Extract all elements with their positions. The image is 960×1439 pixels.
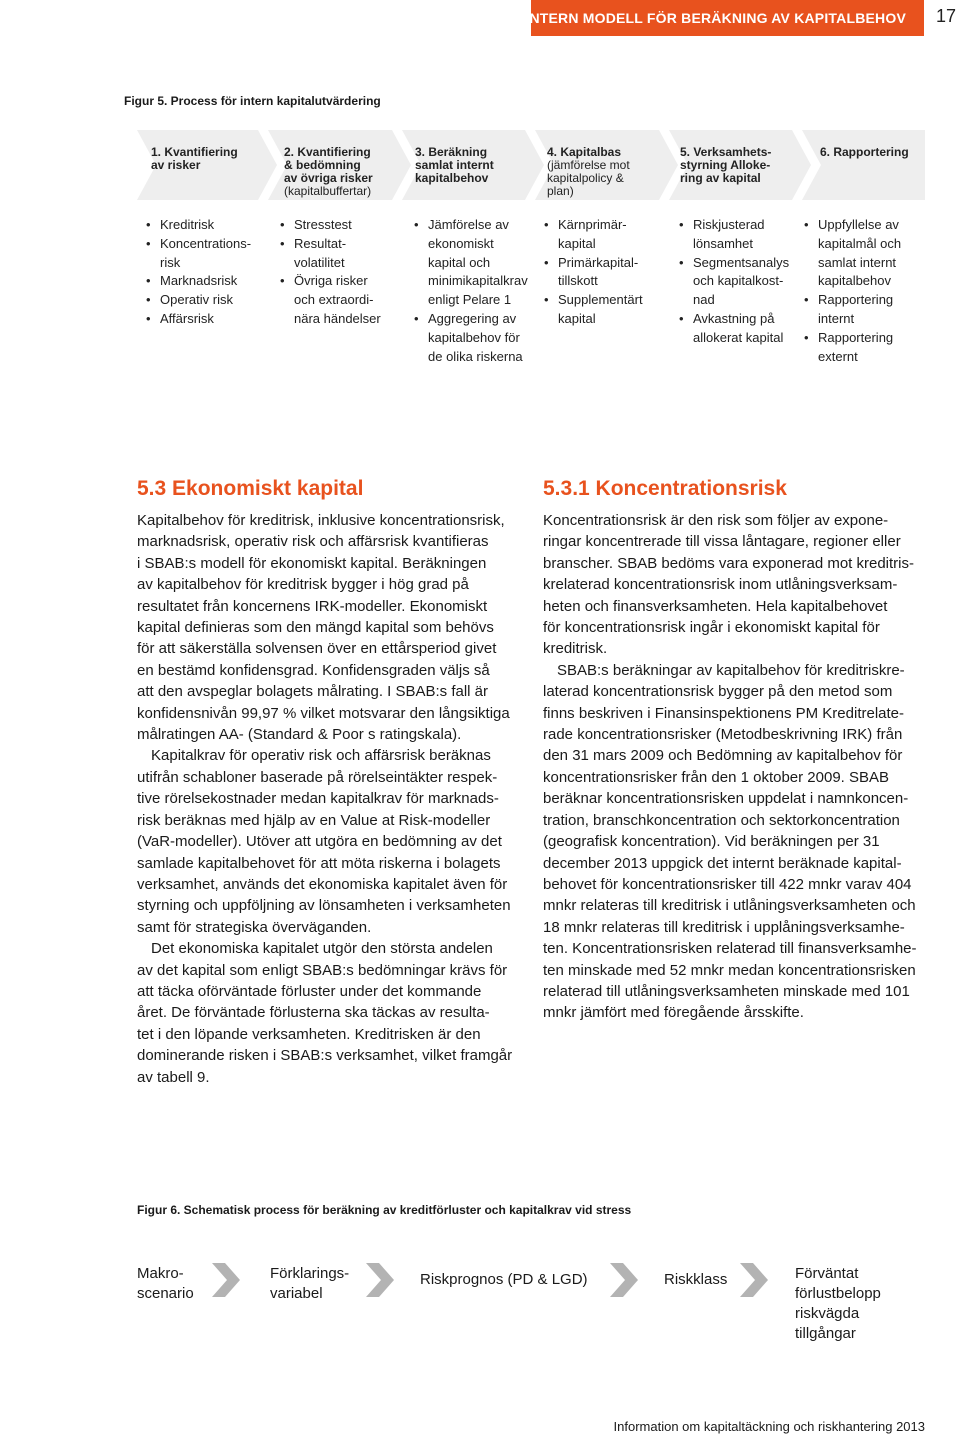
list-item bbox=[679, 216, 789, 254]
body-line: tration, branschkoncentration och sektorkoncentration bbox=[543, 811, 900, 829]
figure6-step-2 bbox=[270, 1264, 349, 1304]
list-item bbox=[280, 272, 381, 328]
figure5-step-1-line-1: 1. Kvantifiering bbox=[151, 145, 238, 159]
figure6-step-4-line-1: Riskklass bbox=[664, 1271, 728, 1288]
list-item-text: nära händelser bbox=[294, 310, 381, 326]
body-line: risk beräknas med hjälp av en Value at Risk-modeller bbox=[137, 811, 491, 829]
figure6-step-5 bbox=[795, 1264, 881, 1344]
list-item-text: • Affärsrisk bbox=[160, 310, 214, 326]
section-heading-5-3: 5.3 Ekonomiskt kapital bbox=[137, 477, 364, 500]
body-line: året. De förväntade förlusterna ska täckas av resulta- bbox=[137, 1004, 490, 1022]
list-item-text: • Rapportering bbox=[818, 329, 894, 345]
list-item-text: • Marknadsrisk bbox=[160, 273, 238, 289]
body-line: (VaR-modeller). Utöver att utgöra en bedömning av det bbox=[137, 833, 502, 851]
figure6-arrow-2-icon bbox=[366, 1263, 394, 1297]
figure6-step-4 bbox=[664, 1270, 727, 1290]
figure6-step-2-line-1: Förklarings- bbox=[270, 1265, 350, 1282]
list-item-text: • Supplementärt bbox=[558, 292, 643, 308]
body-line: av tabell 9. bbox=[137, 1068, 210, 1086]
body-line: för att säkerställa solvensen över en ettårsperiod givet bbox=[137, 640, 497, 658]
list-item-text: • Riskjusterad bbox=[693, 217, 765, 232]
list-item bbox=[146, 216, 251, 235]
body-line: samlade kapitalbehovet för att möta riskerna i bolagets bbox=[137, 854, 501, 872]
body-line: den 31 mars 2009 och Bedömning av kapitalbehov för bbox=[543, 747, 903, 765]
figure6-step-5-line-1: Förväntat bbox=[795, 1265, 859, 1282]
figure5-column-3 bbox=[414, 216, 528, 366]
list-item-text: tillskott bbox=[558, 273, 598, 289]
figure5-step-2-line-4: (kapitalbuffertar) bbox=[284, 184, 372, 198]
figure5-step-2-line-1: 2. Kvantifiering bbox=[284, 145, 371, 159]
figure5-step-5-line-1: 5. Verksamhets- bbox=[680, 145, 772, 159]
list-item-text: • Kreditrisk bbox=[160, 217, 215, 232]
figure5-step-6-line-1: 6. Rapportering bbox=[820, 145, 909, 159]
body-line: laterad koncentrationsrisk bygger på den metod som bbox=[543, 683, 893, 701]
figure6-caption: Figur 6. Schematisk process för beräkning av kreditförluster och kapitalkrav vid stress bbox=[137, 1203, 632, 1217]
figure6-step-3-line-1: Riskprognos (PD & LGD) bbox=[420, 1271, 588, 1288]
section-5-3-body bbox=[137, 510, 512, 1088]
list-item bbox=[544, 254, 643, 292]
list-item-text: nad bbox=[693, 292, 715, 308]
body-line: av kapitalbehov för kreditrisk bygger i hög grad på bbox=[137, 576, 469, 594]
figure5-step-2 bbox=[284, 146, 373, 198]
list-item-text: • Rapportering bbox=[818, 292, 894, 308]
body-line: verksamhet, används det ekonomiska kapitalet även för bbox=[137, 875, 508, 893]
figure5-step-3-line-3: kapitalbehov bbox=[415, 171, 489, 185]
body-line: tive rörelsekostnader medan kapitalkrav för marknads- bbox=[137, 790, 499, 808]
list-item-text: • Jämförelse av bbox=[428, 217, 509, 232]
list-item-text: ekonomiskt bbox=[428, 235, 494, 251]
body-line: kapital definieras som den mängd kapital som behövs bbox=[137, 619, 494, 637]
list-item-text: externt bbox=[818, 348, 858, 364]
list-item-text: lönsamhet bbox=[693, 235, 753, 251]
body-line: dominerande risken i SBAB:s verksamhet, vilket framgår bbox=[137, 1047, 513, 1065]
figure5-caption: Figur 5. Process för intern kapitalutvärdering bbox=[124, 94, 381, 108]
body-line: relaterad till utlåningsverksamheten minskade med 101 bbox=[543, 982, 910, 1000]
list-item-text: risk bbox=[160, 254, 181, 270]
body-line: utifrån schabloner baserade på rörelseintäkter respek- bbox=[137, 768, 498, 786]
body-line: samt för strategiska överväganden. bbox=[137, 918, 372, 936]
list-item bbox=[280, 235, 381, 273]
list-item-text: • Uppfyllelse av bbox=[818, 217, 899, 232]
list-item-text: kapital och bbox=[428, 254, 491, 270]
section-heading-5-3-1: 5.3.1 Koncentrationsrisk bbox=[543, 477, 787, 500]
list-item bbox=[804, 291, 901, 329]
figure5-step-4-line-2: (jämförelse mot bbox=[547, 158, 630, 172]
body-line: finns beskriven i Finansinspektionens PM Kreditrelate- bbox=[543, 704, 905, 722]
figure5-column-2 bbox=[280, 216, 381, 329]
body-line: Koncentrationsrisk är den risk som följer av expone- bbox=[543, 512, 889, 529]
page-footer: Information om kapitaltäckning och riskhantering 2013 bbox=[613, 1419, 925, 1434]
list-item-text: internt bbox=[818, 310, 855, 326]
body-line: behovet för koncentrationsrisker till 422 mnkr varav 404 bbox=[543, 875, 912, 893]
body-line: ten minskade med 52 mnkr medan koncentrationsrisken bbox=[543, 961, 916, 979]
figure5-step-4-line-1: 4. Kapitalbas bbox=[547, 145, 622, 159]
figure5-chevron-6 bbox=[802, 130, 925, 200]
list-item-text: och extraordi- bbox=[294, 292, 374, 308]
body-line: Kapitalkrav för operativ risk och affärsrisk beräknas bbox=[151, 747, 491, 765]
list-item bbox=[804, 216, 901, 291]
body-line: december 2013 uppgick det internt beräknade kapital- bbox=[543, 854, 902, 872]
page-number: 17 bbox=[936, 6, 957, 26]
list-item bbox=[679, 254, 789, 310]
list-item-text: • Stresstest bbox=[294, 217, 352, 232]
figure6-step-1-line-2: scenario bbox=[137, 1285, 194, 1302]
figure6-step-5-line-2: förlustbelopp bbox=[795, 1285, 881, 1302]
body-line: marknadsrisk, operativ risk och affärsrisk kvantifieras bbox=[137, 533, 489, 551]
figure6-arrow-1-icon bbox=[212, 1263, 240, 1297]
list-item bbox=[414, 310, 528, 366]
list-item-text: • Aggregering av bbox=[428, 310, 517, 326]
list-item-text: • Operativ risk bbox=[160, 292, 233, 308]
body-line: heten och finansverksamheten. Hela kapitalbehovet bbox=[543, 597, 888, 615]
list-item-text: kapital bbox=[558, 235, 596, 251]
list-item-text: • Segmentsanalys bbox=[693, 254, 790, 270]
figure5-step-4-line-3: kapitalpolicy & bbox=[547, 171, 624, 185]
figure6-step-5-line-3: riskvägda bbox=[795, 1305, 860, 1322]
figure6-arrow-4-icon bbox=[740, 1263, 768, 1297]
figure5-column-4 bbox=[544, 216, 643, 329]
list-item-text: kapitalmål och bbox=[818, 235, 902, 251]
figure6-step-2-line-2: variabel bbox=[270, 1285, 323, 1302]
section-5-3-1-body bbox=[543, 510, 917, 1024]
list-item-text: och kapitalkost- bbox=[693, 273, 784, 289]
figure5-column-5 bbox=[679, 216, 789, 348]
list-item bbox=[544, 216, 643, 254]
list-item-text: • Avkastning på bbox=[693, 310, 775, 326]
figure5-step-3 bbox=[415, 146, 494, 185]
figure5-step-1 bbox=[151, 146, 238, 172]
list-item bbox=[146, 235, 251, 273]
body-line: att den avspeglar bolagets målrating. I SBAB:s fall är bbox=[137, 683, 489, 701]
figure6-step-5-line-4: tillgångar bbox=[795, 1325, 856, 1342]
list-item-text: kapitalbehov bbox=[818, 273, 891, 289]
body-line: ringar koncentrerade till vissa låntagare, regioner eller bbox=[543, 533, 901, 551]
figure6-step-1-line-1: Makro- bbox=[137, 1265, 184, 1282]
list-item-text: allokerat kapital bbox=[693, 329, 784, 345]
body-line: beräknar koncentrationsrisken uppdelat i namnkoncen- bbox=[543, 790, 909, 808]
body-line: (geografisk koncentration). Vid beräkningen per 31 bbox=[543, 833, 880, 851]
body-line: kreditrisk. bbox=[543, 640, 608, 658]
figure5-column-1 bbox=[146, 216, 251, 329]
body-line: mnkr jämfört med föregående årsskifte. bbox=[543, 1004, 804, 1022]
figure5-step-3-line-1: 3. Beräkning bbox=[415, 145, 488, 159]
body-line: i SBAB:s modell för ekonomiskt kapital. Beräkningen bbox=[137, 554, 487, 572]
list-item-text: enligt Pelare 1 bbox=[428, 292, 512, 308]
list-item-text: volatilitet bbox=[294, 254, 345, 270]
list-item-text: kapitalbehov för bbox=[428, 329, 520, 345]
body-line: styrning och uppföljning av lönsamheten i verksamheten bbox=[137, 897, 511, 915]
body-line: att täcka oförväntade förluster under det kommande bbox=[137, 982, 482, 1000]
figure5-step-4-line-4: plan) bbox=[547, 184, 574, 198]
body-line: av det kapital som enligt SBAB:s bedömningar krävs för bbox=[137, 961, 508, 979]
body-line: branscher. SBAB bedöms vara exponerad mot kreditris- bbox=[543, 554, 915, 572]
body-line: mnkr relateras till kreditrisk i utlåningsverksamheten och bbox=[543, 897, 916, 915]
list-item-text: kapital bbox=[558, 310, 596, 326]
list-item-text: minimikapitalkrav bbox=[428, 273, 528, 289]
figure6-step-3 bbox=[420, 1270, 588, 1290]
body-line: konfidensnivån 99,97 % vilket motsvarar den långsiktiga bbox=[137, 704, 510, 722]
figure5-step-3-line-2: samlat internt bbox=[415, 158, 494, 172]
list-item bbox=[280, 216, 381, 235]
list-item bbox=[146, 272, 251, 291]
figure5-step-6 bbox=[820, 146, 909, 159]
body-line: för koncentrationsrisk ingår i ekonomiskt kapital för bbox=[543, 619, 880, 637]
list-item-text: • Övriga risker bbox=[294, 273, 368, 289]
list-item-text: de olika riskerna bbox=[428, 348, 523, 364]
figure5-step-1-line-2: av risker bbox=[151, 158, 201, 172]
list-item-text: • Resultat- bbox=[294, 235, 347, 251]
figure5-step-2-line-2: & bedömning bbox=[284, 158, 361, 172]
body-line: en bestämd konfidensgrad. Konfidensgraden väljs så bbox=[137, 661, 490, 679]
body-line: Kapitalbehov för kreditrisk, inklusive koncentrationsrisk, bbox=[137, 512, 505, 529]
list-item-text: • Kärnprimär- bbox=[558, 217, 627, 232]
figure5-step-5 bbox=[680, 146, 771, 185]
body-line: ten. Koncentrationsrisken relaterad till finansverksamhe- bbox=[543, 940, 917, 958]
list-item bbox=[146, 291, 251, 310]
body-line: 18 mnkr relateras till kreditrisk i upplåningsverksamhe- bbox=[543, 918, 905, 936]
body-line: koncentrationsrisker från den 1 oktober 2009. SBAB bbox=[543, 768, 890, 786]
header-title: INTERN MODELL FÖR BERÄKNING AV KAPITALBEHOV bbox=[525, 10, 906, 26]
figure5-step-4 bbox=[547, 146, 630, 198]
figure5-step-5-line-2: styrning Alloke- bbox=[680, 158, 771, 172]
list-item-text: samlat internt bbox=[818, 254, 897, 270]
figure5-step-5-line-3: ring av kapital bbox=[680, 171, 761, 185]
list-item-text: • Primärkapital- bbox=[558, 254, 639, 270]
list-item bbox=[544, 291, 643, 329]
list-item bbox=[414, 216, 528, 310]
body-line: rade koncentrationsrisker (Metodbeskrivning IRK) från bbox=[543, 726, 903, 744]
figure5-column-6 bbox=[804, 216, 901, 366]
body-line: målratingen AA- (Standard & Poor s ratingskala). bbox=[137, 726, 462, 744]
body-line: krelaterad koncentrationsrisk inom utlåningsverksam- bbox=[543, 576, 898, 594]
body-line: SBAB:s beräkningar av kapitalbehov för kreditriskre- bbox=[557, 661, 905, 679]
figure5-step-2-line-3: av övriga risker bbox=[284, 171, 373, 185]
body-line: Det ekonomiska kapitalet utgör den största andelen bbox=[151, 940, 493, 958]
list-item bbox=[679, 310, 789, 348]
list-item bbox=[804, 329, 901, 367]
list-item-text: • Koncentrations- bbox=[160, 235, 252, 251]
body-line: tet i den löpande verksamheten. Kreditrisken är den bbox=[137, 1025, 481, 1043]
figure6-step-1 bbox=[137, 1264, 194, 1304]
body-line: resultatet från koncernens IRK-modeller. Ekonomiskt bbox=[137, 597, 488, 615]
figure6-arrow-3-icon bbox=[610, 1263, 638, 1297]
list-item bbox=[146, 310, 251, 329]
